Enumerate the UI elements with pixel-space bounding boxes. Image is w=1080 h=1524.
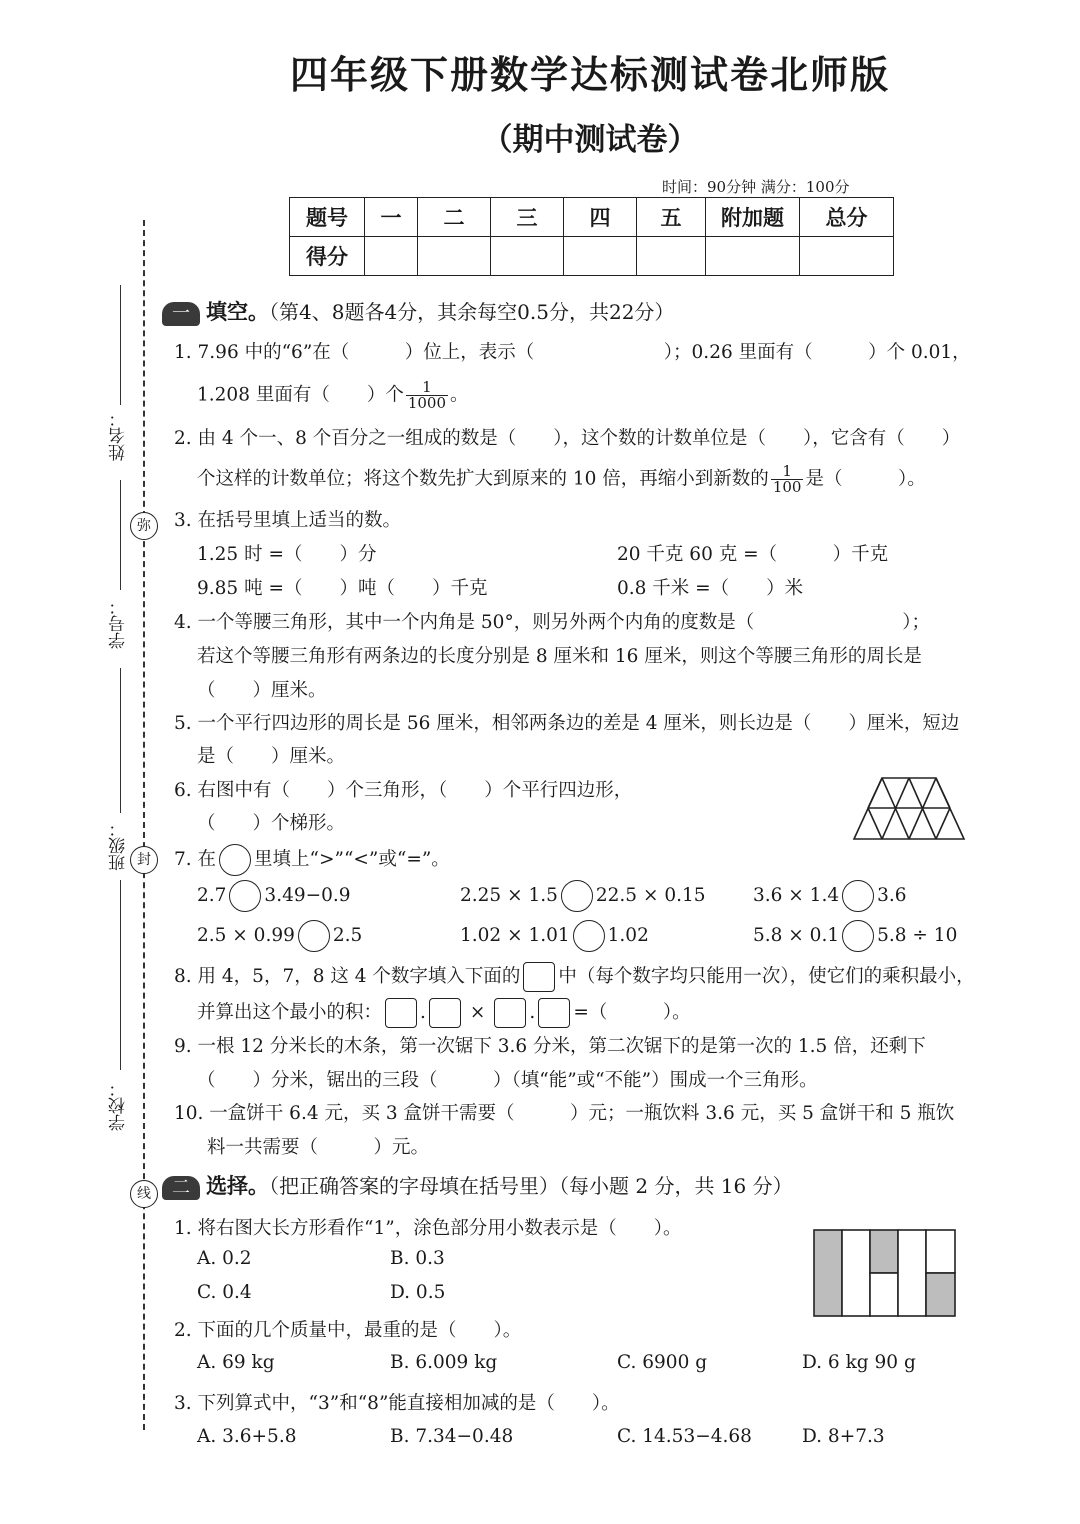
q7-left: 2.25 × 1.5 [460, 885, 558, 906]
class-label: 班级： [109, 820, 129, 871]
q1-line2 [197, 380, 469, 411]
score-cell[interactable] [418, 237, 491, 276]
q8-line1 [174, 962, 975, 992]
q3-item-d: 0.8 千米 =（ ）米 [617, 578, 804, 599]
blank-part [842, 1230, 870, 1316]
figure-diagonal [868, 808, 882, 839]
section1-title: 填空。 [206, 299, 269, 324]
shaded-part [814, 1230, 842, 1316]
decimal-point: . [420, 1002, 426, 1023]
s2-q1-option-b[interactable]: B. 0.3 [390, 1248, 445, 1269]
compare-circle[interactable] [842, 920, 874, 952]
q4-line1: 4. 一个等腰三角形，其中一个内角是 50°，则另外两个内角的度数是（ ）； [174, 612, 930, 633]
compare-circle[interactable] [842, 880, 874, 912]
fraction-numerator: 1 [771, 464, 804, 480]
compare-circle[interactable] [298, 920, 330, 952]
q8-text-pre: 8. 用 4，5，7，8 这 4 个数字填入下面的 [174, 966, 521, 987]
q7-item [197, 920, 362, 952]
s2-q3-option-b[interactable]: B. 7.34−0.48 [390, 1426, 514, 1447]
compare-circle-sample [219, 844, 251, 876]
blank-part [870, 1273, 898, 1316]
q2-line2-text: 个这样的计数单位；将这个数先扩大到原来的 10 倍，再缩小到新数的 [197, 468, 769, 490]
q3-line: 3. 在括号里填上适当的数。 [174, 510, 402, 531]
s2-q1-option-c[interactable]: C. 0.4 [197, 1282, 252, 1303]
q9-line1: 9. 一根 12 分米长的木条，第一次锯下 3.6 分米，第二次锯下的是第一次的 1.5 倍，还剩下 [174, 1036, 926, 1057]
q7-line [174, 844, 450, 876]
s2-q3-option-d[interactable]: D. 8+7.3 [802, 1426, 885, 1447]
binding-dashed-line [143, 220, 145, 1430]
section2-note: （把正确答案的字母填在括号里）（每小题 2 分，共 16 分） [269, 1174, 793, 1198]
section2-title: 选择。 [206, 1173, 269, 1198]
school-underline [120, 880, 121, 1070]
fraction-denominator: 1000 [407, 394, 447, 412]
blank-part [898, 1230, 926, 1316]
triangle-figure [852, 776, 966, 842]
page-subtitle: （期中测试卷） [481, 122, 699, 158]
q7-left: 5.8 × 0.1 [753, 925, 840, 946]
fraction-1-100 [771, 464, 804, 495]
q3-item-a: 1.25 时 =（ ）分 [197, 544, 377, 565]
shaded-rectangle-figure [812, 1228, 957, 1318]
s2-q1-option-a[interactable]: A. 0.2 [197, 1248, 252, 1269]
s2-q2-option-a[interactable]: A. 69 kg [197, 1352, 275, 1373]
times-sign: × [469, 1002, 486, 1023]
fraction-1-1000 [406, 380, 448, 411]
section2-badge: 二 [162, 1176, 200, 1200]
digit-box[interactable] [494, 998, 526, 1028]
blank-part [926, 1230, 955, 1273]
q1-line2-text: 1.208 里面有（ ）个 [197, 384, 404, 406]
q4-line3: （ ）厘米。 [197, 680, 327, 701]
q2-line1: 2. 由 4 个一、8 个百分之一组成的数是（ ），这个数的计数单位是（ ），它含有（ ） [174, 428, 961, 449]
score-header-cell: 一 [365, 198, 418, 237]
score-header-cell: 三 [491, 198, 564, 237]
q7-left: 2.7 [197, 885, 227, 906]
q2-line2-end: 是（ ）。 [805, 468, 926, 490]
digit-box-sample [523, 962, 555, 992]
q4-line2: 若这个等腰三角形有两条边的长度分别是 8 厘米和 16 厘米，则这个等腰三角形的周长是 [197, 646, 922, 667]
class-underline [120, 668, 121, 813]
q7-right: 3.49−0.9 [264, 885, 351, 906]
s2-q2: 2. 下面的几个质量中，最重的是（ ）。 [174, 1320, 522, 1341]
q1-line2-end: 。 [450, 384, 469, 406]
q10-line2: 料一共需要（ ）元。 [207, 1137, 430, 1158]
score-cell[interactable] [637, 237, 706, 276]
score-table [289, 197, 894, 276]
score-header-cell: 五 [637, 198, 706, 237]
q5-line1: 5. 一个平行四边形的周长是 56 厘米，相邻两条边的差是 4 厘米，则长边是（ ）厘米，短边 [174, 713, 960, 734]
s2-q1-option-d[interactable]: D. 0.5 [390, 1282, 446, 1303]
score-header-row [290, 198, 894, 237]
decimal-point: . [529, 1002, 536, 1023]
q8-text-post: 中（每个数字均只能用一次），使它们的乘积最小， [558, 966, 975, 987]
s2-q2-option-b[interactable]: B. 6.009 kg [390, 1352, 498, 1373]
score-header-cell: 总分 [800, 198, 894, 237]
compare-circle[interactable] [561, 880, 593, 912]
section1-note: （第4、8题各4分，其余每空0.5分，共22分） [269, 300, 675, 324]
seal-mark-mi: 弥 [130, 512, 158, 540]
q8-result: =（ ）。 [573, 1002, 691, 1023]
section2-heading [162, 1170, 793, 1200]
time-info: 时间：90分钟 满分：100分 [662, 178, 850, 196]
section1-badge: 一 [162, 302, 200, 326]
score-row-label: 得分 [290, 237, 365, 276]
q7-item [753, 880, 907, 912]
q1-line1: 1. 7.96 中的“6”在（ ）位上，表示（ ）；0.26 里面有（ ）个 0.01， [174, 342, 971, 363]
figure-edge [868, 778, 882, 808]
q7-left: 1.02 × 1.01 [460, 925, 570, 946]
score-header-cell: 附加题 [706, 198, 800, 237]
q8-line2 [197, 998, 691, 1028]
score-header-cell: 题号 [290, 198, 365, 237]
figure-diagonal [936, 808, 950, 839]
q3-item-b: 20 千克 60 克 =（ ）千克 [617, 544, 889, 565]
seal-mark-xian: 线 [130, 1180, 158, 1208]
digit-box[interactable] [385, 998, 417, 1028]
q7-item [460, 920, 649, 952]
compare-circle[interactable] [573, 920, 605, 952]
s2-q3-option-a[interactable]: A. 3.6+5.8 [197, 1426, 297, 1447]
q7-item [753, 920, 957, 952]
q7-text-pre: 7. 在 [174, 849, 217, 870]
score-value-row [290, 237, 894, 276]
section1-heading [162, 296, 674, 326]
name-label: 姓名： [109, 410, 129, 461]
s2-q3: 3. 下列算式中，“3”和“8”能直接相加减的是（ ）。 [174, 1393, 620, 1414]
score-header-cell: 二 [418, 198, 491, 237]
q6-line1: 6. 右图中有（ ）个三角形，（ ）个平行四边形， [174, 780, 633, 801]
compare-circle[interactable] [229, 880, 261, 912]
shaded-part [870, 1230, 898, 1273]
digit-box[interactable] [538, 998, 570, 1028]
page-title: 四年级下册数学达标测试卷北师版 [289, 52, 890, 97]
score-cell[interactable] [800, 237, 894, 276]
q7-text-post: 里填上“>”“<”或“=”。 [254, 849, 450, 870]
score-cell[interactable] [564, 237, 637, 276]
q7-right: 22.5 × 0.15 [595, 885, 706, 906]
q7-item [460, 880, 706, 912]
q7-left: 3.6 × 1.4 [753, 885, 840, 906]
q7-left: 2.5 × 0.99 [197, 925, 295, 946]
school-label: 学校： [109, 1080, 129, 1131]
q7-right: 3.6 [877, 885, 907, 906]
id-underline [120, 480, 121, 590]
fraction-denominator: 100 [772, 478, 802, 496]
fraction-numerator: 1 [406, 380, 448, 396]
q6-line2: （ ）个梯形。 [197, 813, 346, 834]
score-cell[interactable] [706, 237, 800, 276]
name-underline [120, 285, 121, 405]
q5-line2: 是（ ）厘米。 [197, 746, 346, 767]
shaded-part [926, 1273, 955, 1316]
id-label: 学号： [109, 598, 129, 649]
q9-line2: （ ）分米，锯出的三段（ ）（填“能”或“不能”）围成一个三角形。 [197, 1070, 818, 1091]
seal-mark-feng: 封 [130, 846, 158, 874]
q7-right: 2.5 [332, 925, 363, 946]
score-cell[interactable] [365, 237, 418, 276]
score-cell[interactable] [491, 237, 564, 276]
s2-q3-option-c[interactable]: C. 14.53−4.68 [617, 1426, 752, 1447]
s2-q2-option-d[interactable]: D. 6 kg 90 g [802, 1352, 916, 1373]
q3-item-c: 9.85 吨 =（ ）吨（ ）千克 [197, 578, 488, 599]
q10-line1: 10. 一盒饼干 6.4 元，买 3 盒饼干需要（ ）元；一瓶饮料 3.6 元，买 5 盒饼干和 5 瓶饮 [174, 1103, 955, 1124]
s2-q2-option-c[interactable]: C. 6900 g [617, 1352, 708, 1373]
figure-edge [936, 778, 950, 808]
q7-item [197, 880, 351, 912]
q7-right: 5.8 ÷ 10 [877, 925, 958, 946]
q8-text: 并算出这个最小的积： [197, 1002, 383, 1023]
q2-line2 [197, 464, 926, 495]
score-header-cell: 四 [564, 198, 637, 237]
s2-q1: 1. 将右图大长方形看作“1”，涂色部分用小数表示是（ ）。 [174, 1218, 682, 1239]
q7-right: 1.02 [607, 925, 649, 946]
digit-box[interactable] [429, 998, 461, 1028]
